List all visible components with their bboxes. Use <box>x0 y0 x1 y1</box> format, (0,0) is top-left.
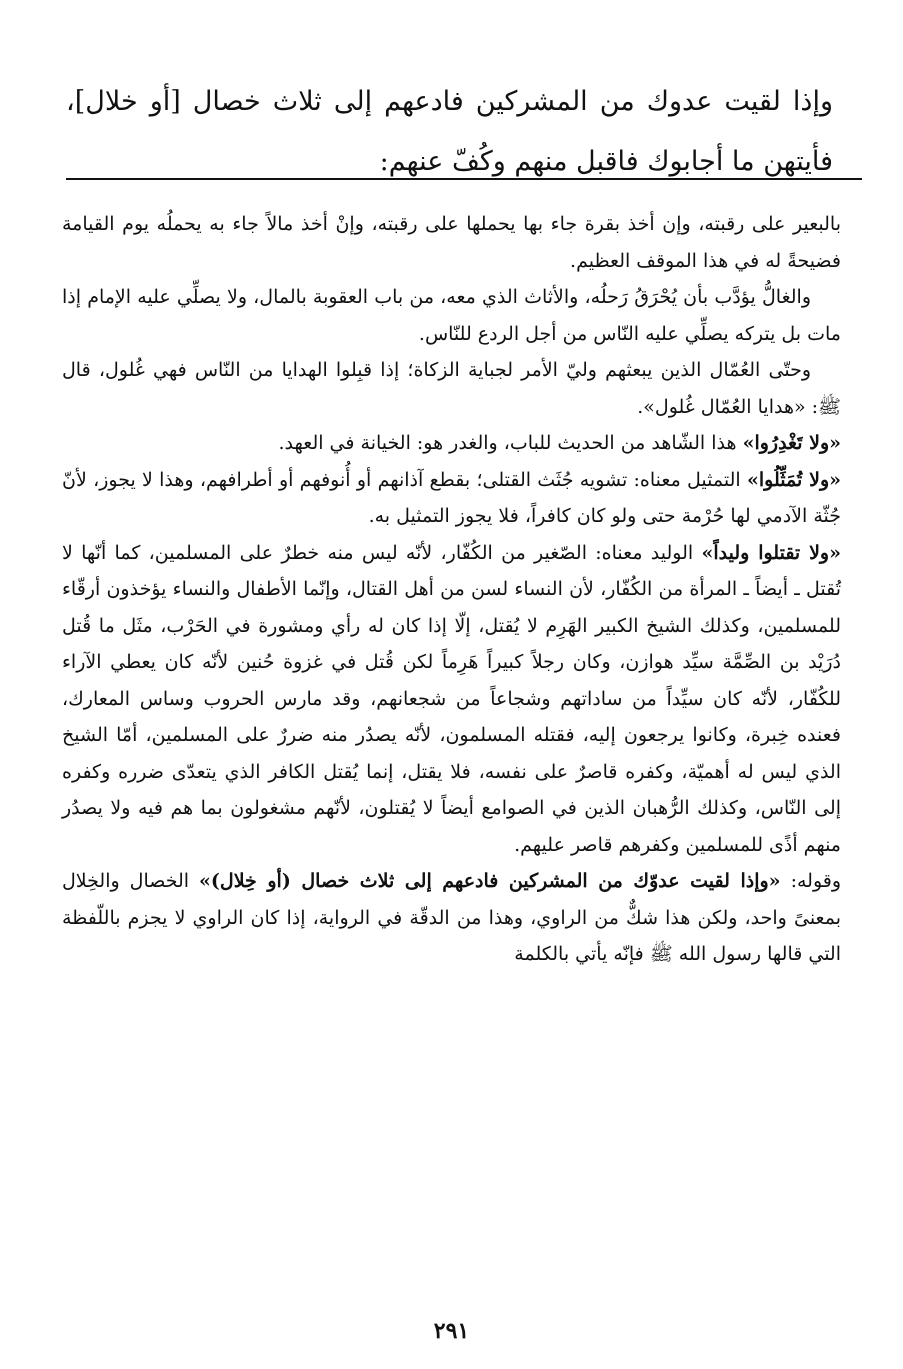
paragraph-children <box>62 535 841 864</box>
paragraph-khisal <box>62 863 841 973</box>
quote-la-taqtulu-walidan: «ولا تقتلوا وليداً» <box>701 541 841 564</box>
quote-la-tumaththilu: «ولا تُمَثِّلُوا» <box>746 468 841 491</box>
separator-rule <box>66 178 862 180</box>
paragraph-khisal-text: الخصال والخِلال بمعنىً واحد، ولكن هذا شكٌّ من الراوي، وهذا من الدقّة في الرواية، إذا كان الراوي لا يجزم باللّفظة التي قالها رسول الله ﷺ فإنّه يأتي بالكلمة <box>62 870 841 965</box>
paragraph-betrayal <box>62 425 841 462</box>
page-number: ٢٩١ <box>433 1318 470 1344</box>
paragraph-ghulul-continued: بالبعير على رقبته، وإن أخذ بقرة جاء بها يحملها على رقبته، وإنْ أخذ مالاً جاء به يحملُه يوم القيامة فضيحةً له في هذا الموقف العظيم. <box>62 213 841 272</box>
paragraph-ghall-punishment: والغالُّ يؤدَّب بأن يُحْرَقُ رَحلُه، والأثاث الذي معه، من باب العقوبة بالمال، ولا يصلِّي عليه الإمام إذا مات بل يتركه يصلِّي عليه النّاس من أجل الردع للنّاس. <box>62 286 841 345</box>
quote-la-taghdiru: «ولا تَغْدِرُوا» <box>742 432 841 454</box>
commentary-body <box>62 206 841 973</box>
hadith-text: وإذا لقيت عدوك من المشركين فادعهم إلى ثلاث خصال [أو خلال]، فأيتهن ما أجابوك فاقبل منهم وكُفّ عنهم: <box>66 86 833 177</box>
paragraph-betrayal-text: هذا الشّاهد من الحديث للباب، والغدر هو: الخيانة في العهد. <box>278 432 737 454</box>
quote-idha-laqita: «وإذا لقيت عدوّك من المشركين فادعهم إلى ثلاث خصال (أو خِلال)» <box>199 870 781 892</box>
paragraph-workers-gifts: وحتّى العُمّال الذين يبعثهم وليّ الأمر لجباية الزكاة؛ إذا قبِلوا الهدايا من النّاس فهي غُلول، قال ﷺ: «هدايا العُمّال غُلول». <box>62 359 841 418</box>
paragraph-mutilation <box>62 462 841 535</box>
wa-qawluhu-label: وقوله: <box>790 870 842 892</box>
paragraph-children-text: الوليد معناه: الصّغير من الكُفّار، لأنّه ليس منه خطرٌ على المسلمين، كما أنّها لا تُقتل ـ أيضاً ـ المرأة من الكُفّار، لأن النساء لسن من أهل القتال، وإنّما الأطفال والنساء يؤخذون أرقّاء للمسلمين، وكذلك الشيخ الكبير الهَرِم لا يُقتل، إلّا إذا كان له رأي ومشورة في الحَرْب، مثَل ما قُتل دُرَيْد بن الصِّمَّة سيِّد هوازن، وكان رجلاً كبيراً هَرِماً لكن قُتل في غزوة حُنين لأنّه كان يعطي الآراء للكُفّار، لأنّه كان سيِّداً من ساداتهم وشجاعاً من شجعانهم، وقد مارس الحروب وساس المعارك، فعنده خِبرة، وكانوا يرجعون إليه، فقتله المسلمون، لأنّه يصدُر منه ضررٌ على المسلمين، أمّا الشيخ الذي ليس له أهميّة، وكفره قاصرٌ على نفسه، فلا يقتل، إنما يُقتل الكافر الذي يتعدّى ضرره وكفره إلى النّاس، وكذلك الرُّهبان الذين في الصوامع أيضاً لا يُقتلون، لأنّهم مشغولون بما هم فيه ولا يصدُر منهم أذًى للمسلمين وكفرهم قاصر عليهم. <box>62 541 841 856</box>
paragraph-mutilation-text: التمثيل معناه: تشويه جُثَث القتلى؛ بقطع آذانهم أو أُنوفهم أو أطرافهم، وهذا لا يجوز، لأنّ جُثّة الآدمي لها حُرْمة حتى ولو كان كافراً، فلا يجوز التمثيل به. <box>62 468 841 527</box>
